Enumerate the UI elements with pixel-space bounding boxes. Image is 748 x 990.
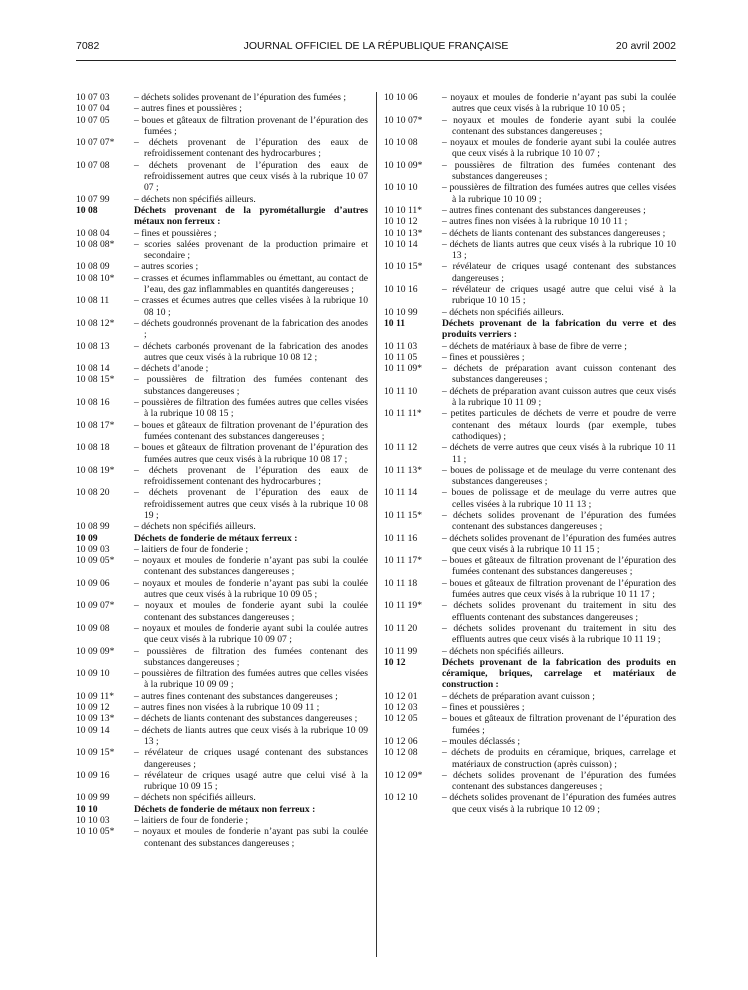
waste-code: 10 09 09*	[76, 645, 115, 657]
waste-code: 10 08 04	[76, 227, 110, 239]
waste-code: 10 10 16	[384, 284, 418, 296]
waste-code: 10 09 06	[76, 577, 110, 589]
waste-description: – révélateur de criques usagé contenant des substances dangereuses ;	[442, 261, 676, 284]
waste-entry	[76, 397, 368, 420]
waste-description: – révélateur de criques usagé contenant des substances dangereuses ;	[134, 747, 368, 770]
waste-description: – poussières de filtration des fumées contenant des substances dangereuses ;	[134, 374, 368, 397]
waste-entry	[76, 702, 368, 713]
waste-description: – déchets carbonés provenant de la fabrication des anodes autres que ceux visés à la rubrique 10 08 12 ;	[134, 340, 368, 363]
waste-entry	[76, 273, 368, 296]
waste-description: – noyaux et moules de fonderie ayant subi la coulée autres que ceux visés à la rubrique 10 09 07 ;	[134, 622, 368, 646]
waste-entry	[384, 408, 676, 442]
waste-code: 10 12 05	[384, 713, 418, 725]
waste-entry	[384, 792, 676, 815]
waste-code: 10 10 03	[76, 815, 110, 826]
waste-entry	[384, 646, 676, 657]
waste-description: – boues et gâteaux de filtration provenant de l’épuration des fumées autres que ceux visés à la rubrique 10 08 17 ;	[134, 442, 368, 465]
waste-description: – déchets provenant de l’épuration des eaux de refroidissement autres que ceux visés à la rubrique 10 08 19 ;	[134, 487, 368, 521]
page-header	[76, 40, 676, 56]
waste-code: 10 08 16	[76, 397, 110, 409]
waste-code: 10 08 08*	[76, 238, 115, 250]
section-title: Déchets de fonderie de métaux ferreux :	[134, 532, 298, 544]
waste-code: 10 09 99	[76, 792, 110, 804]
waste-code: 10 11 09*	[384, 363, 423, 375]
waste-description: – déchets solides provenant du traitement in situ des effluents autres que ceux visés à la rubrique 10 11 19 ;	[442, 622, 676, 646]
waste-code: 10 12	[384, 656, 406, 668]
waste-entry	[384, 160, 676, 183]
waste-description: – boues et gâteaux de filtration provenant de l’épuration des fumées ;	[442, 713, 676, 736]
waste-description: – déchets de préparation avant cuisson ;	[442, 690, 595, 702]
waste-description: – déchets de verre autres que ceux visés à la rubrique 10 11 11 ;	[442, 442, 676, 465]
waste-code: 10 12 06	[384, 735, 418, 747]
waste-code: 10 11	[384, 317, 406, 329]
waste-entry	[384, 623, 676, 646]
section-heading	[76, 205, 368, 228]
waste-code: 10 12 01	[384, 690, 418, 702]
waste-code: 10 07 08	[76, 159, 110, 171]
waste-code: 10 09 14	[76, 724, 110, 736]
waste-code: 10 11 10	[384, 385, 418, 397]
waste-code: 10 09 07*	[76, 600, 115, 612]
waste-entry	[76, 318, 368, 341]
header-rule	[76, 60, 676, 61]
waste-description: – autres fines et poussières ;	[134, 103, 242, 115]
waste-description: – moules déclassés ;	[442, 735, 521, 747]
waste-entry	[384, 555, 676, 578]
waste-code: 10 09 12	[76, 702, 110, 714]
waste-entry	[384, 533, 676, 556]
waste-description: – déchets de liants contenant des substances dangereuses ;	[442, 227, 666, 239]
waste-entry	[384, 363, 676, 386]
waste-description: – laitiers de four de fonderie ;	[134, 815, 249, 826]
waste-description: – déchets non spécifiés ailleurs.	[442, 306, 564, 318]
waste-code: 10 11 99	[384, 645, 418, 657]
waste-description: – poussières de filtration des fumées autres que celles visées à la rubrique 10 08 15 ;	[134, 397, 368, 420]
waste-description: – déchets solides provenant de l’épuration des fumées contenant des substances dangereuses ;	[442, 769, 676, 793]
waste-entry	[76, 826, 368, 849]
section-heading	[76, 804, 368, 815]
waste-code: 10 08 15*	[76, 374, 115, 386]
waste-entry	[384, 487, 676, 510]
waste-description: – poussières de filtration des fumées autres que celles visées à la rubrique 10 09 09 ;	[134, 668, 368, 691]
waste-entry	[384, 115, 676, 138]
waste-entry	[384, 465, 676, 488]
waste-entry	[384, 713, 676, 736]
waste-entry	[76, 725, 368, 748]
waste-description: – noyaux et moules de fonderie ayant subi la coulée autres que ceux visés à la rubrique 10 10 07 ;	[442, 137, 676, 160]
waste-description: – noyaux et moules de fonderie n’ayant pas subi la coulée autres que ceux visés à la rubrique 10 09 05 ;	[134, 577, 368, 601]
waste-entry	[384, 239, 676, 262]
waste-code: 10 08 19*	[76, 464, 115, 476]
waste-description: – déchets de liants autres que ceux visés à la rubrique 10 10 13 ;	[442, 238, 676, 262]
waste-entry	[76, 363, 368, 374]
right-column	[384, 92, 676, 815]
waste-code: 10 08 13	[76, 340, 110, 352]
waste-description: – déchets de préparation avant cuisson autres que ceux visés à la rubrique 10 11 09 ;	[442, 385, 676, 409]
waste-description: – autres fines non visées à la rubrique 10 10 11 ;	[442, 216, 628, 228]
waste-code: 10 11 12	[384, 442, 418, 454]
section-heading	[384, 318, 676, 341]
waste-entry	[76, 770, 368, 793]
waste-entry	[76, 623, 368, 646]
publication-date: 20 avril 2002	[615, 40, 676, 52]
waste-entry	[76, 442, 368, 465]
waste-code: 10 09 05*	[76, 555, 115, 567]
waste-description: – déchets non spécifiés ailleurs.	[134, 792, 256, 804]
waste-description: – fines et poussières ;	[442, 702, 525, 714]
waste-code: 10 08 09	[76, 261, 110, 273]
waste-entry	[76, 194, 368, 205]
waste-entry	[384, 216, 676, 227]
waste-code: 10 10 13*	[384, 227, 423, 239]
waste-code: 10 08 18	[76, 442, 110, 454]
waste-code: 10 08 20	[76, 487, 110, 499]
waste-code: 10 08 10*	[76, 272, 115, 284]
waste-description: – déchets de liants autres que ceux visés à la rubrique 10 09 13 ;	[134, 724, 368, 747]
waste-description: – déchets non spécifiés ailleurs.	[134, 521, 256, 533]
waste-entry	[76, 668, 368, 691]
waste-description: – autres scories ;	[134, 261, 199, 273]
waste-entry	[76, 521, 368, 532]
waste-code: 10 11 05	[384, 351, 418, 363]
waste-description: – poussières de filtration des fumées contenant des substances dangereuses ;	[134, 645, 368, 668]
waste-entry	[384, 307, 676, 318]
waste-description: – déchets goudronnés provenant de la fabrication des anodes ;	[134, 317, 368, 341]
waste-entry	[384, 578, 676, 601]
waste-description: – boues et gâteaux de filtration provenant de l’épuration des fumées contenant des substances dangereuses ;	[134, 419, 368, 442]
waste-description: – déchets solides provenant de l’épuration des fumées autres que ceux visés à la rubrique 10 11 15 ;	[442, 532, 676, 555]
page-number: 7082	[76, 40, 100, 52]
waste-description: – déchets de préparation avant cuisson contenant des substances dangereuses ;	[442, 363, 676, 386]
section-heading	[384, 657, 676, 691]
waste-entry	[76, 600, 368, 623]
waste-entry	[76, 295, 368, 318]
waste-entry	[384, 352, 676, 363]
waste-description: – déchets solides provenant du traitement in situ des effluents contenant des substances dangereuses ;	[442, 600, 676, 623]
waste-entry	[76, 646, 368, 669]
waste-code: 10 10 99	[384, 306, 418, 318]
waste-entry	[76, 228, 368, 239]
waste-code: 10 07 04	[76, 103, 110, 115]
waste-code: 10 10 09*	[384, 159, 423, 171]
waste-description: – boues et gâteaux de filtration provenant de l’épuration des fumées autres que ceux visés à la rubrique 10 11 17 ;	[442, 577, 676, 601]
waste-description: – boues et gâteaux de filtration provenant de l’épuration des fumées ;	[134, 114, 368, 137]
waste-code: 10 11 18	[384, 577, 418, 589]
waste-code: 10 11 14	[384, 487, 418, 499]
waste-description: – déchets solides provenant de l’épuration des fumées ;	[134, 92, 347, 103]
waste-entry	[76, 92, 368, 103]
waste-code: 10 11 15*	[384, 509, 423, 521]
waste-description: – déchets non spécifiés ailleurs.	[442, 645, 564, 657]
waste-description: – déchets provenant de l’épuration des eaux de refroidissement contenant des hydrocarbures ;	[134, 137, 368, 160]
waste-description: – boues de polissage et de meulage du verre contenant des substances dangereuses ;	[442, 464, 676, 488]
waste-description: – poussières de filtration des fumées autres que celles visées à la rubrique 10 10 09 ;	[442, 182, 676, 205]
waste-code: 10 09 13*	[76, 713, 115, 725]
waste-entry	[384, 261, 676, 284]
waste-code: 10 10 08	[384, 137, 418, 149]
waste-code: 10 12 09*	[384, 769, 423, 781]
waste-code: 10 08 12*	[76, 317, 115, 329]
section-title: Déchets de fonderie de métaux non ferreux :	[134, 803, 316, 815]
waste-description: – déchets de liants contenant des substances dangereuses ;	[134, 713, 358, 725]
waste-code: 10 07 03	[76, 92, 110, 103]
waste-code: 10 10 11*	[384, 204, 423, 216]
waste-code: 10 07 99	[76, 193, 110, 205]
waste-entry	[76, 555, 368, 578]
waste-entry	[76, 261, 368, 272]
waste-entry	[76, 374, 368, 397]
waste-entry	[384, 137, 676, 160]
waste-description: – révélateur de criques usagé autre que celui visé à la rubrique 10 09 15 ;	[134, 769, 368, 793]
waste-description: – crasses et écumes inflammables ou émettant, au contact de l’eau, des gaz inflammables en quantités dangereuses ;	[134, 272, 368, 296]
waste-entry	[384, 702, 676, 713]
waste-description: – déchets d’anode ;	[134, 363, 209, 375]
waste-code: 10 10 10	[384, 182, 418, 194]
waste-description: – déchets solides provenant de l’épuration des fumées contenant des substances dangereuses ;	[442, 509, 676, 533]
waste-code: 10 09 11*	[76, 690, 115, 702]
waste-code: 10 09 03	[76, 543, 110, 555]
waste-description: – autres fines contenant des substances dangereuses ;	[134, 690, 338, 702]
waste-description: – révélateur de criques usagé autre que celui visé à la rubrique 10 10 15 ;	[442, 284, 676, 307]
waste-description: – fines et poussières ;	[442, 351, 525, 363]
waste-description: – déchets provenant de l’épuration des eaux de refroidissement autres que ceux visés à la rubrique 10 07 07 ;	[134, 159, 368, 194]
waste-entry	[384, 510, 676, 533]
waste-description: – laitiers de four de fonderie ;	[134, 543, 249, 555]
waste-code: 10 09 10	[76, 668, 110, 680]
waste-code: 10 10 06	[384, 92, 418, 103]
waste-code: 10 09 15*	[76, 747, 115, 759]
waste-entry	[384, 736, 676, 747]
waste-description: – déchets de matériaux à base de fibre de verre ;	[442, 340, 627, 352]
waste-code: 10 08 11	[76, 295, 110, 307]
waste-description: – noyaux et moules de fonderie ayant subi la coulée contenant des substances dangereuses ;	[442, 114, 676, 137]
waste-description: – boues de polissage et de meulage du verre autres que celles visées à la rubrique 10 11 13 ;	[442, 487, 676, 510]
waste-entry	[76, 465, 368, 488]
waste-entry	[76, 137, 368, 160]
waste-description: – noyaux et moules de fonderie n’ayant pas subi la coulée contenant des substances dangereuses ;	[134, 826, 368, 849]
waste-code: 10 08 17*	[76, 419, 115, 431]
journal-title: JOURNAL OFFICIEL DE LA RÉPUBLIQUE FRANÇAISE	[243, 40, 509, 52]
waste-code: 10 11 11*	[384, 408, 422, 420]
waste-description: – autres fines contenant des substances dangereuses ;	[442, 204, 646, 216]
section-heading	[76, 533, 368, 544]
waste-entry	[76, 420, 368, 443]
waste-description: – déchets provenant de l’épuration des eaux de refroidissement contenant des hydrocarbures ;	[134, 464, 368, 488]
waste-description: – noyaux et moules de fonderie n’ayant pas subi la coulée contenant des substances dangereuses ;	[134, 555, 368, 578]
waste-description: – poussières de filtration des fumées contenant des substances dangereuses ;	[442, 159, 676, 183]
waste-code: 10 11 16	[384, 532, 418, 544]
waste-code: 10 11 13*	[384, 464, 423, 476]
waste-description: – noyaux et moules de fonderie n’ayant pas subi la coulée autres que ceux visés à la rubrique 10 10 05 ;	[442, 92, 676, 115]
waste-code: 10 10 14	[384, 238, 418, 250]
waste-entry	[384, 770, 676, 793]
waste-code: 10 10	[76, 803, 98, 815]
waste-code: 10 09 16	[76, 769, 110, 781]
waste-entry	[384, 600, 676, 623]
waste-code: 10 10 07*	[384, 114, 423, 126]
waste-code: 10 12 08	[384, 747, 418, 759]
section-title: Déchets provenant de la pyrométallurgie d’autres métaux non ferreux :	[134, 204, 368, 228]
waste-code: 10 12 03	[384, 702, 418, 714]
waste-code: 10 10 12	[384, 216, 418, 228]
waste-description: – déchets solides provenant de l’épuration des fumées autres que ceux visés à la rubrique 10 12 09 ;	[442, 792, 676, 815]
left-column	[76, 92, 368, 849]
waste-entry	[384, 442, 676, 465]
waste-description: – petites particules de déchets de verre et poudre de verre contenant des métaux lourds (par exemple, tubes cathodiques) ;	[442, 408, 676, 442]
waste-code: 10 12 10	[384, 792, 418, 804]
waste-code: 10 08 99	[76, 521, 110, 533]
waste-entry	[384, 92, 676, 115]
waste-entry	[76, 341, 368, 364]
waste-entry	[76, 747, 368, 770]
waste-entry	[76, 815, 368, 826]
waste-description: – fines et poussières ;	[134, 227, 217, 239]
waste-description: – scories salées provenant de la production primaire et secondaire ;	[134, 238, 368, 262]
waste-code: 10 11 19*	[384, 600, 423, 612]
waste-description: – crasses et écumes autres que celles visées à la rubrique 10 08 10 ;	[134, 295, 368, 318]
waste-entry	[76, 103, 368, 114]
waste-code: 10 08 14	[76, 363, 110, 375]
waste-description: – déchets de produits en céramique, briques, carrelage et matériaux de construction (après cuisson) ;	[442, 747, 676, 770]
waste-code: 10 11 20	[384, 622, 418, 634]
waste-entry	[76, 544, 368, 555]
waste-entry	[384, 205, 676, 216]
waste-entry	[76, 115, 368, 138]
waste-entry	[76, 239, 368, 262]
section-title: Déchets provenant de la fabrication du verre et des produits verriers :	[442, 317, 676, 341]
waste-description: – déchets non spécifiés ailleurs.	[134, 193, 256, 205]
waste-code: 10 08	[76, 204, 98, 216]
waste-code: 10 10 05*	[76, 826, 115, 838]
waste-code: 10 07 05	[76, 114, 110, 126]
waste-entry	[76, 487, 368, 521]
waste-description: – boues et gâteaux de filtration provenant de l’épuration des fumées contenant des substances dangereuses ;	[442, 555, 676, 578]
waste-entry	[384, 747, 676, 770]
waste-entry	[76, 713, 368, 724]
waste-code: 10 09	[76, 532, 98, 544]
column-divider	[376, 92, 377, 957]
waste-code: 10 10 15*	[384, 261, 423, 273]
waste-description: – autres fines non visées à la rubrique 10 09 11 ;	[134, 702, 320, 714]
waste-entry	[384, 691, 676, 702]
waste-code: 10 09 08	[76, 622, 110, 634]
waste-code: 10 11 17*	[384, 555, 423, 567]
waste-entry	[76, 792, 368, 803]
waste-entry	[384, 284, 676, 307]
waste-entry	[384, 386, 676, 409]
waste-entry	[384, 341, 676, 352]
waste-entry	[76, 160, 368, 194]
waste-entry	[76, 691, 368, 702]
waste-entry	[384, 182, 676, 205]
waste-entry	[76, 578, 368, 601]
section-title: Déchets provenant de la fabrication des produits en céramique, briques, carrelage et matériaux de construction :	[442, 656, 676, 691]
waste-entry	[384, 228, 676, 239]
waste-description: – noyaux et moules de fonderie ayant subi la coulée contenant des substances dangereuses ;	[134, 600, 368, 623]
waste-code: 10 07 07*	[76, 137, 115, 149]
waste-code: 10 11 03	[384, 340, 418, 352]
